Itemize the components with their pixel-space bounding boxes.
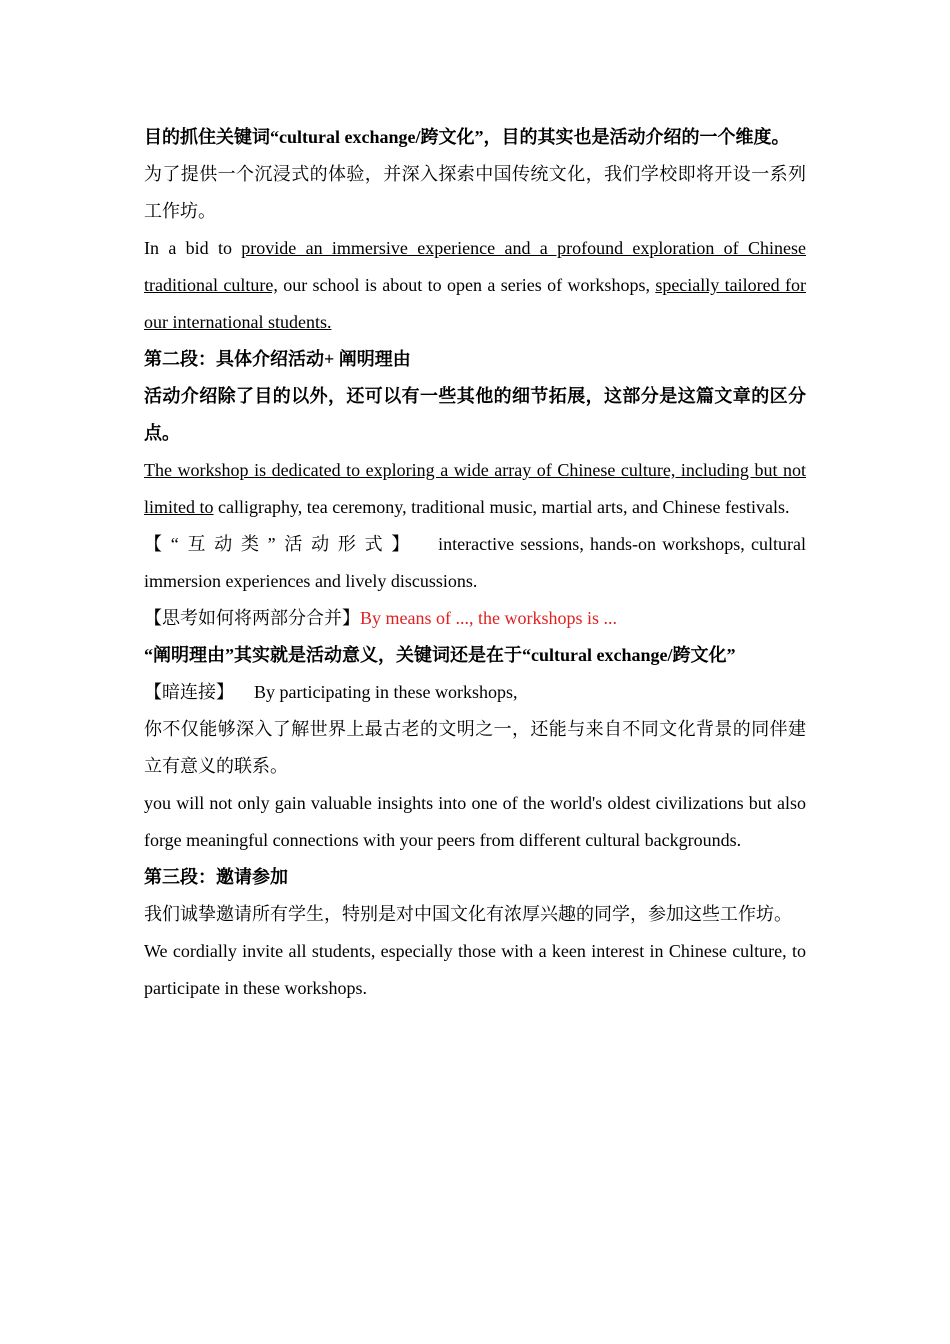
text-lead: In a bid to bbox=[144, 238, 242, 258]
note-reason-keyword: “阐明理由”其实就是活动意义，关键词还是在于“cultural exchange/跨文化” bbox=[144, 645, 736, 665]
tag-interactive-forms: 【“互动类”活动形式】 bbox=[144, 534, 419, 554]
underlined-phrase: provide an immersive experience and a profound exploration of Chinese traditional culture, bbox=[144, 238, 806, 295]
underlined-phrase: specially tailored for our international students. bbox=[144, 275, 806, 332]
chinese-sentence-invitation: 我们诚挚邀请所有学生，特别是对中国文化有浓厚兴趣的同学，参加这些工作坊。 bbox=[144, 904, 792, 924]
english-sentence-purpose bbox=[144, 230, 806, 341]
chinese-sentence-benefits: 你不仅能够深入了解世界上最古老的文明之一，还能与来自不同文化背景的同伴建立有意义的联系。 bbox=[144, 719, 806, 776]
implicit-link-line bbox=[144, 674, 806, 711]
text-rest: interactive sessions, hands-on workshops, cultural immersion experiences and lively discussions. bbox=[144, 534, 806, 591]
text-rest: By participating in these workshops, bbox=[254, 682, 518, 702]
chinese-sentence-purpose: 为了提供一个沉浸式的体验，并深入探索中国传统文化，我们学校即将开设一系列工作坊。 bbox=[144, 164, 806, 221]
section-heading-paragraph-three: 第三段：邀请参加 bbox=[144, 867, 288, 887]
underlined-phrase: The workshop is dedicated to exploring a wide array of Chinese culture, including but not limited to bbox=[144, 460, 806, 517]
note-purpose-keyword: 目的抓住关键词“cultural exchange/跨文化”，目的其实也是活动介绍的一个维度。 bbox=[144, 127, 790, 147]
merge-hint-line bbox=[144, 600, 806, 637]
section-heading-paragraph-two: 第二段：具体介绍活动+ 阐明理由 bbox=[144, 349, 411, 369]
text-middle: our school is about to open a series of workshops, bbox=[277, 275, 656, 295]
tag-implicit-link: 【暗连接】 bbox=[144, 682, 234, 702]
tag-merge-hint: 【思考如何将两部分合并】 bbox=[144, 608, 360, 628]
interactive-forms-line bbox=[144, 526, 806, 600]
text-rest: calligraphy, tea ceremony, traditional music, martial arts, and Chinese festivals. bbox=[213, 497, 790, 517]
note-activity-details: 活动介绍除了目的以外，还可以有一些其他的细节拓展，这部分是这篇文章的区分点。 bbox=[144, 386, 806, 443]
red-sentence-pattern: By means of ..., the workshops is ... bbox=[360, 608, 617, 628]
english-sentence-invitation: We cordially invite all students, especially those with a keen interest in Chinese culture, to participate in these workshops. bbox=[144, 941, 806, 998]
english-sentence-benefits: you will not only gain valuable insights into one of the world's oldest civilizations but also forge meaningful connections with your peers from different cultural backgrounds. bbox=[144, 793, 806, 850]
english-sentence-workshop-content bbox=[144, 452, 806, 526]
document-body bbox=[144, 119, 806, 1007]
